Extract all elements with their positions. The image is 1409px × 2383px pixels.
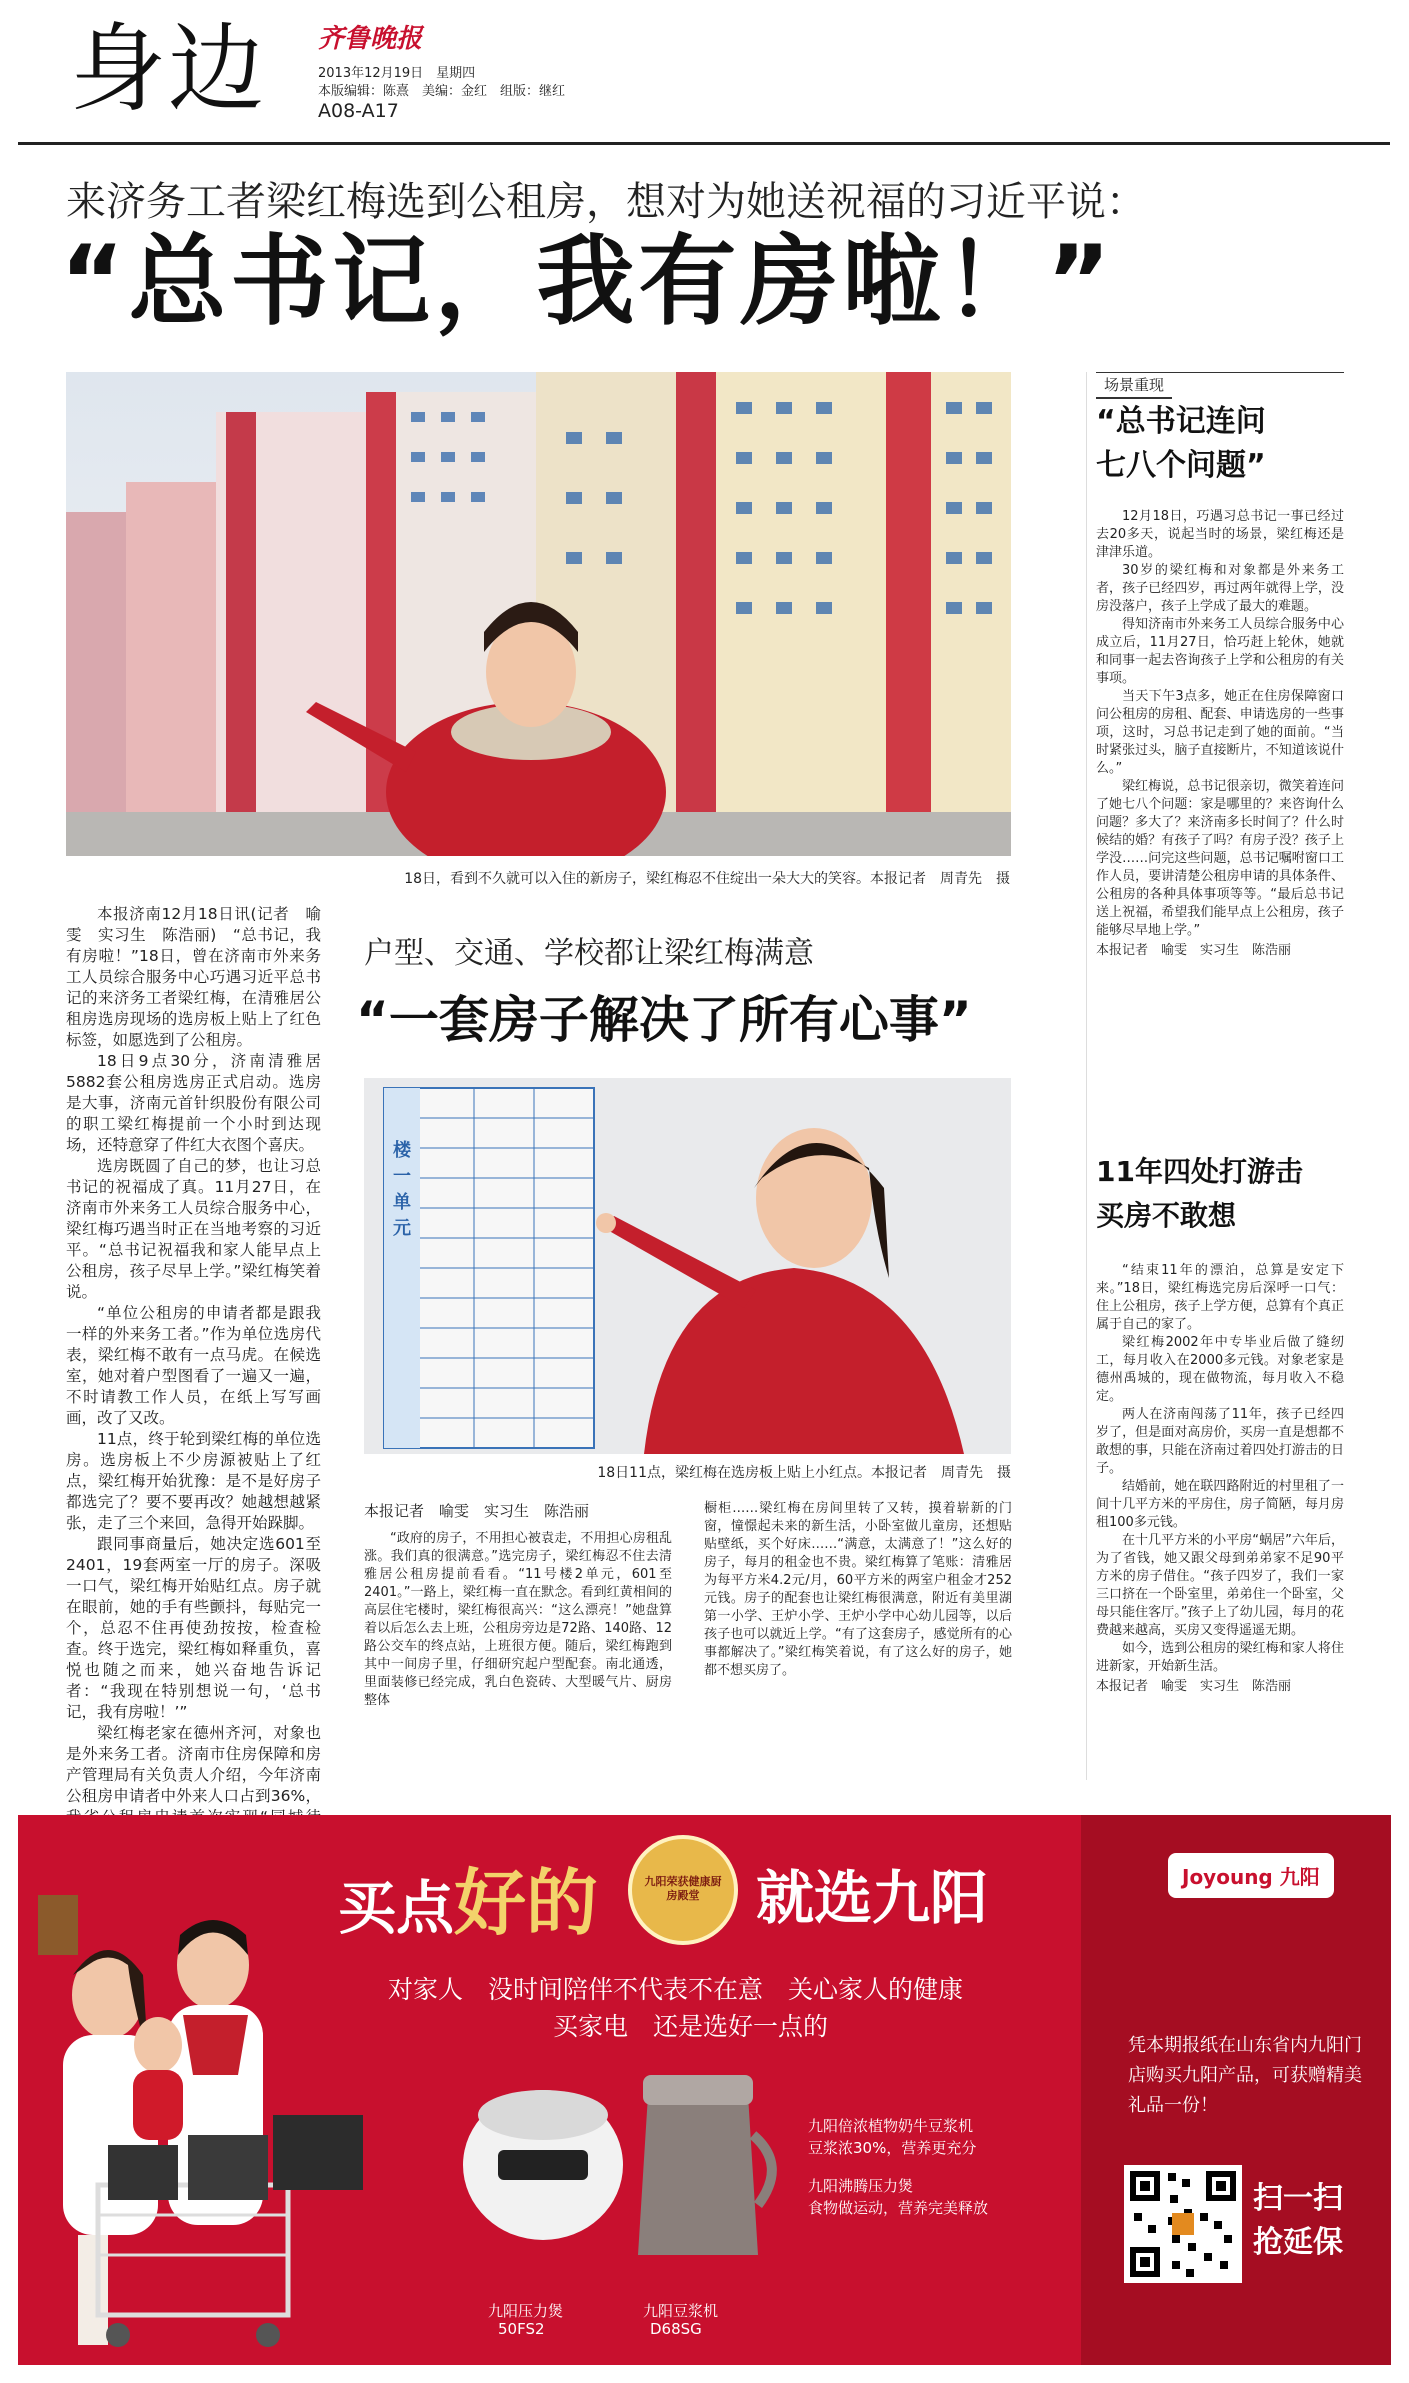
ad-slogan-part1: 买点 bbox=[338, 1874, 455, 1942]
ad-feature1 bbox=[808, 2115, 976, 2159]
main-photo bbox=[66, 372, 1011, 856]
ad-product2-model: D68SG bbox=[650, 2320, 702, 2338]
ad-products-illustration bbox=[458, 2055, 788, 2285]
main-photo-caption: 18日，看到不久就可以入住的新房子，梁红梅忍不住绽出一朵大大的笑容。本报记者 周青先 摄 bbox=[404, 871, 1010, 887]
ad-family-illustration bbox=[18, 1815, 388, 2365]
second-story-col1: “政府的房子，不用担心被袁走，不用担心房租乱涨。我们真的很满意。”选完房子，梁红梅忍不住去清雅居公租房提前看看。“11号楼2单元，601至2401。”一路上，梁红梅一直在默念。看到红黄相间的高层住宅楼时，梁红梅很高兴：“这么漂亮！”她盘算着以后怎么去上班，公租房旁边是72路、140路、12路公交车的终点站，上班很方便。随后，梁红梅跑到其中一间房子里，仔细研究起户型配套。南北通透，里面装修已经完成，乳白色瓷砖、大型暖气片、厨房整体 bbox=[364, 1531, 672, 1708]
sidebar1-title-line: 七八个问题” bbox=[1096, 448, 1266, 483]
second-photo-caption: 18日11点，梁红梅在选房板上贴上小红点。本报记者 周青先 摄 bbox=[597, 1465, 1011, 1481]
ad-feature2 bbox=[808, 2175, 988, 2219]
ad-badge bbox=[628, 1835, 738, 1945]
ad-scan-line2: 抢延保 bbox=[1253, 2225, 1343, 2260]
main-photo-illustration bbox=[66, 372, 1011, 856]
ad-product1-name: 九阳压力煲 bbox=[488, 2302, 564, 2320]
section-title: 身边 bbox=[70, 13, 266, 125]
sidebar2-title-line: 11年四处打游击 bbox=[1096, 1155, 1303, 1188]
sidebar-rule bbox=[1096, 372, 1344, 373]
sidebar1-paragraph: 30岁的梁红梅和对象都是外来务工者，孩子已经四岁，再过两年就得上学，没房没落户，孩子上学成了最大的难题。 bbox=[1096, 563, 1344, 614]
qr-code-icon bbox=[1124, 2165, 1242, 2283]
ad-feature2-desc: 食物做运动，营养完美释放 bbox=[808, 2199, 989, 2217]
ad-badge-text: 九阳荣获健康厨房殿堂 bbox=[644, 1875, 722, 1902]
page-range: A08-A17 bbox=[318, 100, 399, 122]
sidebar2-byline: 本报记者 喻雯 实习生 陈浩丽 bbox=[1096, 1679, 1292, 1694]
ad-feature2-title: 九阳沸腾压力煲 bbox=[808, 2177, 914, 2195]
sidebar2-paragraph: 在十几平方米的小平房“蜗居”六年后，为了省钱，她又跟父母到弟弟家不足90平方米的房子借住。“孩子四岁了，我们一家三口挤在一个卧室里，弟弟住一个卧室，父母只能住客厅。”孩子上了幼儿园，每月的花费越来越高，买房又变得遥遥无期。 bbox=[1096, 1533, 1344, 1638]
sidebar1-paragraph: 梁红梅说，总书记很亲切，微笑着连问了她七八个问题：家是哪里的？来咨询什么问题？多大了？来济南多长时间了？什么时候结的婚？有孩子了吗？有房子没？孩子上学没……问完这些问题，总书记嘱咐窗口工作人员，要讲清楚公租房申请的具体条件、公租房的各种具体事项等等。“最后总书记送上祝福，希望我们能早点上公租房，孩子能够尽早地上学。” bbox=[1096, 779, 1344, 938]
second-story-col2: 橱柜……梁红梅在房间里转了又转，摸着崭新的门窗，憧憬起未来的新生活，小卧室做儿童房，还想贴贴壁纸，买个好床……“满意，太满意了！”这么好的房子，每月的租金也不贵。梁红梅算了笔账：清雅居为每平方米4.2元/月，60平方米的两室户租金才252元钱。房子的配套也让梁红梅很满意，附近有美里湖第一小学、王炉小学、王炉小学中心幼儿园等，以后孩子也可以就近上学。“有了这套房子，感觉所有的心事都解决了。”梁红梅笑着说，有了这么好的房子，她都不想买房了。 bbox=[704, 1501, 1012, 1678]
ad-copy-line1: 对家人 没时间陪伴不代表不在意 关心家人的健康 bbox=[388, 1975, 964, 2004]
ad-promo: 凭本期报纸在山东省内九阳门店购买九阳产品，可获赠精美礼品一份！ bbox=[1128, 2035, 1362, 2116]
sidebar2-paragraph: 两人在济南闯荡了11年，孩子已经四岁了，但是面对高房价，买房一直是想都不敢想的事，只能在济南过着四处打游击的日子。 bbox=[1096, 1407, 1344, 1476]
sidebar2-paragraph: 结婚前，她在联四路附近的村里租了一间十几平方米的平房住，房子简陋，每月房租100多元钱。 bbox=[1096, 1479, 1344, 1530]
board-header: 楼一单元 bbox=[393, 1140, 411, 1239]
column-divider bbox=[1086, 372, 1087, 1780]
masthead-rule bbox=[18, 142, 1390, 145]
qr-code[interactable] bbox=[1124, 2165, 1242, 2283]
second-story-kicker: 户型、交通、学校都让梁红梅满意 bbox=[364, 936, 814, 971]
ad-copy-line2: 买家电 还是选好一点的 bbox=[553, 2012, 829, 2041]
sidebar2-title bbox=[1096, 1150, 1303, 1238]
second-photo-illustration bbox=[364, 1078, 1011, 1454]
second-story-title: “一套房子解决了所有心事” bbox=[356, 991, 972, 1049]
sidebar2-title-line: 买房不敢想 bbox=[1096, 1199, 1237, 1232]
ad-product2-name: 九阳豆浆机 bbox=[643, 2302, 719, 2320]
sidebar1-byline: 本报记者 喻雯 实习生 陈浩丽 bbox=[1096, 943, 1292, 958]
paper-logo: 齐鲁晚报 bbox=[318, 24, 423, 54]
lead-paragraph: 梁红梅老家在德州齐河，对象也是外来务工者。济南市住房保障和房产管理局有关负责人介绍，今年济南公租房申请者中外来人口占到36%， bbox=[66, 1724, 321, 1805]
sidebar2-paragraph: “结束11年的漂泊，总算是安定下来。”18日，梁红梅选完房后深呼一口气：住上公租房，孩子上学方便，总算有个真正属于自己的家了。 bbox=[1096, 1263, 1344, 1332]
sidebar2-paragraph: 梁红梅2002年中专毕业后做了缝纫工，每月收入在2000多元钱。对象老家是德州禹城的，现在做物流，每月收入不稳定。 bbox=[1096, 1335, 1344, 1404]
ad-slogan-good: 好的 bbox=[454, 1861, 599, 1945]
ad-product1-model: 50FS2 bbox=[498, 2320, 545, 2338]
advertisement bbox=[18, 1815, 1391, 2365]
ad-scan-line1: 扫一扫 bbox=[1253, 2181, 1343, 2216]
lead-story bbox=[66, 904, 321, 1849]
second-photo bbox=[364, 1078, 1011, 1454]
sidebar1-body bbox=[1096, 508, 1344, 960]
sidebar1-paragraph: 当天下午3点多，她正在住房保障窗口问公租房的房租、配套、申请选房的一些事项，这时，习总书记走到了她的面前。“当时紧张过头，脑子直接断片，不知道该说什么。” bbox=[1096, 689, 1344, 776]
sidebar1-title-line: “总书记连问 bbox=[1096, 404, 1266, 439]
sidebar2-paragraph: 如今，选到公租房的梁红梅和家人将住进新家，开始新生活。 bbox=[1096, 1641, 1344, 1674]
second-story-byline: 本报记者 喻雯 实习生 陈浩丽 bbox=[364, 1502, 590, 1520]
ad-feature1-title: 九阳倍浓植物奶牛豆浆机 bbox=[808, 2117, 974, 2135]
lead-paragraph: 本报济南12月18日讯(记者 喻雯 实习生 陈浩丽) “总书记，我有房啦！”18日，曾在济南市外来务工人员综合服务中心巧遇习近平总书记的来济务工者梁红梅，在清雅居公租房选房现场的选房板上贴上了红色标签，如愿选到了公租房。 bbox=[66, 905, 321, 1049]
lead-paragraph: 11点，终于轮到梁红梅的单位选房。选房板上不少房源被贴上了红点，梁红梅开始犹豫：是不是好房子都选完了？要不要再改？她越想越紧张，走了三个来回，急得开始跺脚。 bbox=[66, 1430, 321, 1532]
sidebar1-paragraph: 得知济南市外来务工人员综合服务中心成立后，11月27日，恰巧赶上轮休，她就和同事一起去咨询孩子上学和公租房的有关事项。 bbox=[1096, 617, 1344, 686]
lead-paragraph: 跟同事商量后，她决定选601至2401，19套两室一厅的房子。深吸一口气，梁红梅开始贴红点。房子就在眼前，她的手有些颤抖，每贴完一个，总忍不住再使劲按按，检查检查。终于选完，梁红梅如释重负，喜悦也随之而来，她兴奋地告诉记者：“我现在特别想说一句，‘总书记，我有房啦！’” bbox=[66, 1535, 321, 1721]
ad-slogan-right: 就选九阳 bbox=[756, 1864, 989, 1932]
editors-line: 本版编辑：陈熹 美编：金红 组版：继红 bbox=[318, 84, 566, 99]
sidebar1-title bbox=[1096, 400, 1266, 488]
date-line: 2013年12月19日 星期四 bbox=[318, 66, 476, 81]
sidebar1-paragraph: 12月18日，巧遇习总书记一事已经过去20多天，说起当时的场景，梁红梅还是津津乐道。 bbox=[1096, 509, 1344, 560]
ad-feature1-desc: 豆浆浓30%，营养更充分 bbox=[808, 2139, 977, 2157]
ad-scan-text bbox=[1253, 2177, 1343, 2265]
sidebar-tag: 场景重现 bbox=[1096, 372, 1172, 399]
ad-brand-logo: Joyoung 九阳 bbox=[1168, 1853, 1334, 1898]
lead-paragraph: “单位公租房的申请者都是跟我一样的外来务工者。”作为单位选房代表，梁红梅不敢有一点马虎。在候选室，她对着户型图看了一遍又一遍，不时请教工作人员，在纸上写写画画，改了又改。 bbox=[66, 1304, 321, 1427]
ad-slogan-left bbox=[338, 1845, 598, 1949]
lead-paragraph: 选房既圆了自己的梦，也让习总书记的祝福成了真。11月27日，在济南市外来务工人员综合服务中心，梁红梅巧遇当时正在当地考察的习近平。“总书记祝福我和家人能早点上公租房，孩子尽早上学。”梁红梅笑着说。 bbox=[66, 1157, 321, 1301]
lead-paragraph: 18日9点30分，济南清雅居5882套公租房选房正式启动。选房是大事，济南元首针织股份有限公司的职工梁红梅提前一个小时到达现场，还特意穿了件红大衣图个喜庆。 bbox=[66, 1052, 321, 1154]
headline-kicker: 来济务工者梁红梅选到公租房，想对为她送祝福的习近平说： bbox=[66, 179, 1146, 225]
headline-main: “总书记，我有房啦！” bbox=[60, 225, 1115, 339]
sidebar2-body bbox=[1096, 1262, 1344, 1696]
